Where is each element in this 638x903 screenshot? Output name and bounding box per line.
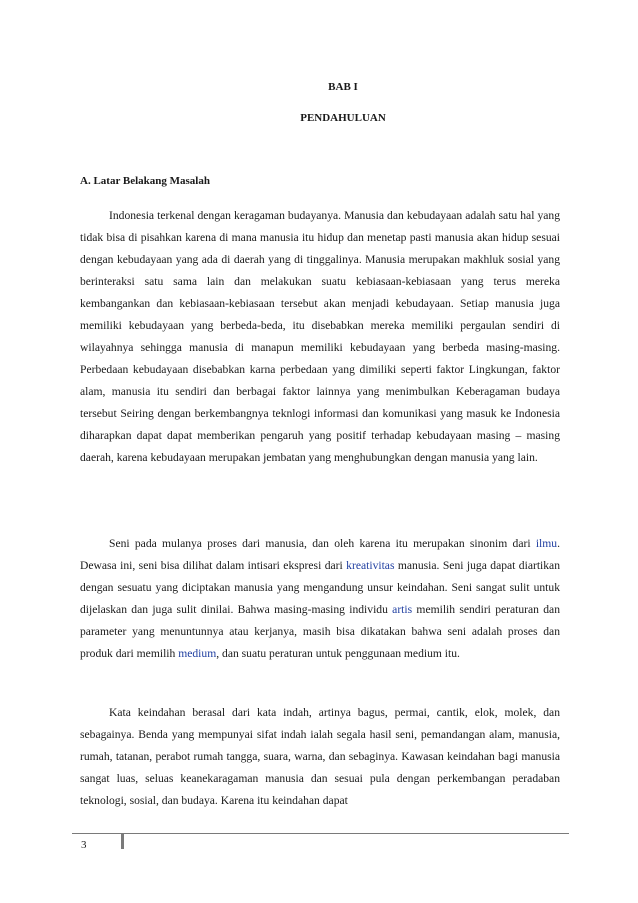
link-ilmu[interactable]: ilmu — [535, 537, 558, 550]
section-title: A. Latar Belakang Masalah — [80, 175, 210, 187]
page-number: 3 — [81, 839, 87, 851]
footer-rule — [72, 833, 569, 834]
paragraph-3-text: Kata keindahan berasal dari kata indah, artinya bagus, permai, cantik, elok, molek, dan sebagainya. Benda yang mempunyai sifat indah ialah segala hasil seni, pemandangan alam, manusia, rumah, tatanan, perabot rumah tangga, suara, warna, dan sebaginya. Kawasan keindahan bagi manusia sangat luas, seluas keanekaragaman manusia dan sesuai pula dengan perkembangan peradaban teknologi, sosial, dan budaya. Karena itu keindahan dapat — [80, 706, 560, 807]
chapter-number: BAB I — [328, 81, 358, 93]
paragraph-2-text — [80, 533, 560, 665]
paragraph-2-text-part-5: , dan suatu peraturan untuk penggunaan medium itu. — [216, 647, 460, 660]
link-medium[interactable]: medium — [178, 647, 217, 660]
paragraph-2-text-part-2: . Dewasa ini, seni bisa dilihat dalam intisari ekspresi dari — [80, 537, 560, 572]
paragraph-3 — [80, 702, 560, 812]
link-kreativitas[interactable]: kreativitas — [346, 559, 395, 572]
paragraph-2 — [80, 533, 560, 665]
chapter-title: PENDAHULUAN — [300, 112, 386, 124]
paragraph-2-text-part-3: manusia. Seni juga dapat diartikan dengan sesuatu yang diciptakan manusia yang mengandung unsur keindahan. Seni sangat sulit untuk dijelaskan dan juga sulit dinilai. Bahwa masing-masing individu — [80, 559, 561, 616]
paragraph-2-text-part-1: Seni pada mulanya proses dari manusia, dan oleh karena itu merupakan sinonim dari — [109, 537, 536, 550]
footer-divider-tick — [121, 834, 124, 849]
link-artis[interactable]: artis — [392, 603, 413, 616]
paragraph-1-text: Indonesia terkenal dengan keragaman budayanya. Manusia dan kebudayaan adalah satu hal yang tidak bisa di pisahkan karena di mana manusia itu hidup dan menetap pasti manusia akan hidup sesuai dengan kebudayaan yang ada di daerah yang di tinggalinya. Manusia merupakan makhluk sosial yang berinteraksi satu sama lain dan melakukan suatu kebiasaan-kebiasaan yang terus mereka kembangankan dan kebiasaan-kebiasaan tersebut akan menjadi kebudayaan. Setiap manusia juga memiliki kebudayaan yang berbeda-beda, itu disebabkan mereka memiliki pergaulan sendiri di wilayahnya sehingga manusia di manapun memiliki kebudayaan yang berbeda masing-masing. Perbedaan kebudayaan disebabkan karna perbedaan yang dimiliki seperti faktor Lingkungan, faktor alam, manusia itu sendiri dan berbagai faktor lainnya yang menimbulkan Keberagaman budaya tersebut Seiring dengan berkembangnya teknlogi informasi dan komunikasi yang masuk ke Indonesia diharapkan dapat dapat memberikan pengaruh yang positif terhadap kebudayaan masing – masing daerah, karena kebudayaan merupakan jembatan yang menghubungkan dengan manusia yang lain. — [80, 209, 560, 464]
paragraph-2-text-part-4: memilih sendiri peraturan dan parameter yang menuntunnya atau kerjanya, masih bisa dikatakan bahwa seni adalah proses dan produk dari memilih — [80, 603, 560, 660]
paragraph-1 — [80, 205, 560, 469]
